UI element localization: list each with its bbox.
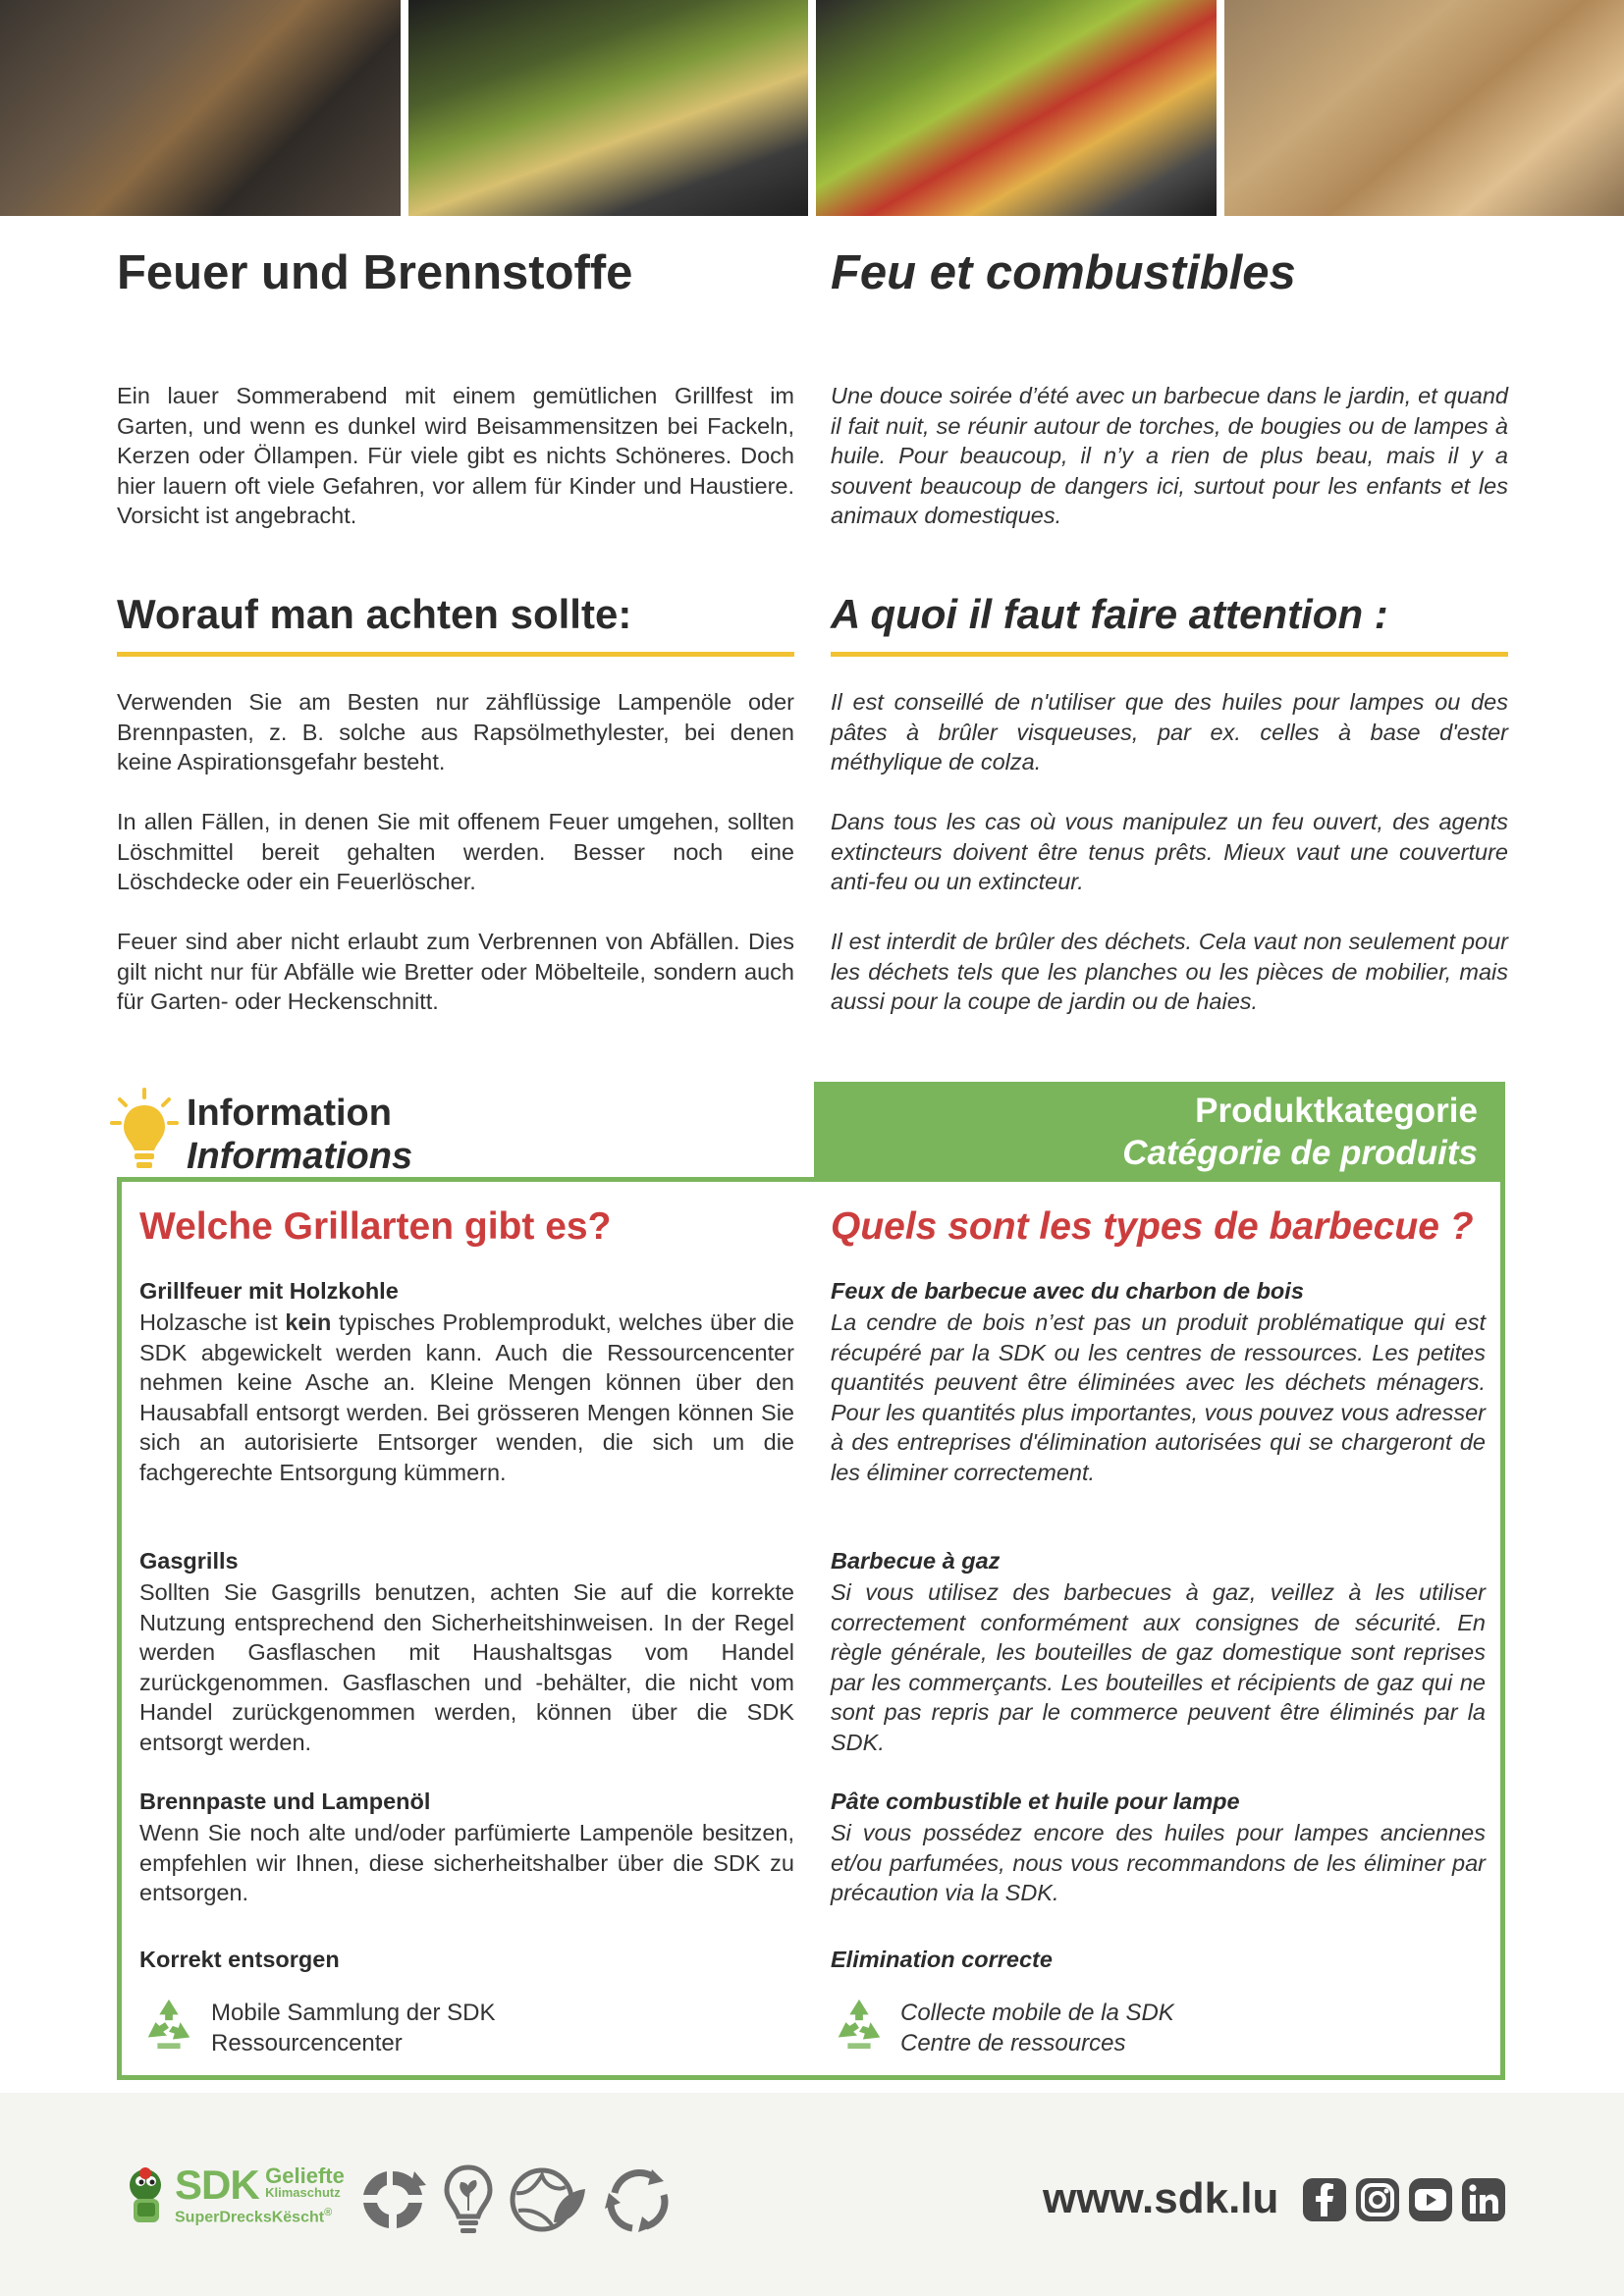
globe-leaf-icon [507,2165,587,2234]
item-text-fr-3: Si vous possédez encore des huiles pour lampes anciennes et/ou parfumées, nous vous recommandons de les éliminer par précaution via la SDK. [831,1820,1486,1905]
header-photo-grill-closeup [1224,0,1624,216]
paragraph-fr-3: Il est interdit de brûler des déchets. Cela vaut non seulement pour les déchets tels que les planches ou les pièces de mobilier, mais aussi pour la coupe de jardin ou de haies. [831,929,1508,1014]
recycle-icon [831,1996,888,2053]
facebook-icon[interactable] [1302,2177,1347,2222]
item-text-de-3: Wenn Sie noch alte und/oder parfümierte Lampenöle besitzen, empfehlen wir Ihnen, diese sicherheitshalber über die SDK zu entsorgen. [139,1820,794,1905]
sdk-logo-main: SDK [175,2162,259,2208]
recycling-arrows-icon [357,2165,430,2234]
disposal-title-fr: Elimination correcte [831,1947,1053,1972]
header-photo-strip [0,0,1624,216]
header-photo-vegetables [408,0,809,216]
disposal-line-de-1: Mobile Sammlung der SDK [211,2000,496,2026]
instagram-icon[interactable] [1355,2177,1400,2222]
disposal-line-fr-2: Centre de ressources [900,2030,1126,2056]
sdk-logo-sub1: Geliefte [265,2163,345,2188]
paragraph-de-1: Verwenden Sie am Besten nur zähflüssige Lampenöle oder Brennpasten, z. B. solche aus Rapsölmethylester, bei denen keine Aspirationsgefahr besteht. [117,689,794,774]
intro-de: Ein lauer Sommerabend mit einem gemütlichen Grillfest im Garten, und wenn es dunkel wird Beisammensitzen bei Fackeln, Kerzen oder Öllampen. Für viele gibt es nichts Schöneres. Doch hier lauern oft viele Gefahren, vor allem für Kinder und Haustiere. Vorsicht ist angebracht. [117,383,794,528]
title-fr: Feu et combustibles [831,246,1296,299]
information-label-de: Information [187,1093,392,1134]
info-box-top-border [117,1177,1505,1182]
section-heading-de: Worauf man achten sollte: [117,591,632,637]
box-heading-de: Welche Grillarten gibt es? [139,1205,612,1248]
eco-bulb-icon [442,2163,495,2236]
item-text-de-1: Holzasche ist kein typisches Problemprodukt, welches über die SDK abgewickelt werden kann. Auch die Ressourcencenter nehmen keine Asche an. Kleine Mengen können über den Hausabfall entsorgt werden. Bei grösseren Mengen können Sie sich an autorisierte Entsorger wenden, die sich um die fachgerechte Entsorgung kümmern. [139,1309,794,1485]
sdk-mascot-icon [116,2163,177,2228]
information-label-fr: Informations [187,1136,413,1177]
product-category-tab [814,1082,1505,1180]
disposal-list-de [211,1998,495,2058]
item-title-fr-3: Pâte combustible et huile pour lampe [831,1789,1240,1814]
product-category-de: Produktkategorie [1195,1092,1478,1130]
disposal-list-fr [900,1998,1174,2058]
sdk-logo-tagline: SuperDrecksKëscht [175,2209,325,2226]
item-title-fr-1: Feux de barbecue avec du charbon de bois [831,1278,1304,1304]
header-photo-grilled-peppers [816,0,1217,216]
item-title-de-2: Gasgrills [139,1548,239,1574]
paragraph-fr-2: Dans tous les cas où vous manipulez un feu ouvert, des agents extincteurs doivent être tenus prêts. Mieux vaut une couverture anti-feu ou un extincteur. [831,809,1508,894]
item-title-fr-2: Barbecue à gaz [831,1548,1001,1574]
item-title-de-1: Grillfeuer mit Holzkohle [139,1278,399,1304]
section-heading-fr: A quoi il faut faire attention : [831,591,1388,637]
disposal-title-de: Korrekt entsorgen [139,1947,340,1972]
title-de: Feuer und Brennstoffe [117,246,633,299]
disposal-line-de-2: Ressourcencenter [211,2030,403,2056]
sdk-logo-registered: ® [324,2207,333,2218]
youtube-icon[interactable] [1408,2177,1453,2222]
paragraph-de-3: Feuer sind aber nicht erlaubt zum Verbrennen von Abfällen. Dies gilt nicht nur für Abfälle wie Bretter oder Möbelteile, sondern auch für Garten- oder Heckenschnitt. [117,929,794,1014]
recycle-icon [140,1996,197,2053]
website-link[interactable]: www.sdk.lu [1043,2174,1279,2222]
product-category-fr: Catégorie de produits [1122,1134,1478,1172]
intro-fr: Une douce soirée d’été avec un barbecue dans le jardin, et quand il fait nuit, se réunir autour de torches, de bougies ou de lampes à huile. Pour beaucoup, il n’y a rien de plus beau, mais il y a souvent beaucoup de dangers ici, surtout pour les enfants et les animaux domestiques. [831,383,1508,528]
information-heading [187,1092,412,1178]
item-text-fr-2: Si vous utilisez des barbecues à gaz, veillez à les utiliser correctement conformément aux consignes de sécurité. En règle générale, les bouteilles de gaz domestique sont reprises par les commerçants. Les bouteilles et récipients de gaz qui ne sont pas repris par le commerce peuvent être éliminés par la SDK. [831,1579,1486,1755]
paragraph-fr-1: Il est conseillé de n'utiliser que des huiles pour lampes ou des pâtes à brûler visqueuses, par ex. celles à base d'ester méthylique de colza. [831,689,1508,774]
item-text-fr-1: La cendre de bois n’est pas un produit problématique qui est récupéré par la SDK ou les centres de ressources. Les petites quantités peuvent être éliminées avec les déchets ménagers. Pour les quantités plus importantes, vous pouvez vous adresser à des entreprises d'élimination autorisées qui se chargeront de les éliminer correctement. [831,1309,1486,1485]
linkedin-icon[interactable] [1461,2177,1506,2222]
yellow-rule-fr [831,652,1508,657]
box-heading-fr: Quels sont les types de barbecue ? [831,1205,1474,1248]
circular-economy-icon [603,2165,674,2234]
paragraph-de-2: In allen Fällen, in denen Sie mit offenem Feuer umgehen, sollten Löschmittel bereit gehalten werden. Besser noch eine Löschdecke oder ein Feuerlöscher. [117,809,794,894]
sdk-logo-sub2: Klimaschutz [265,2185,341,2200]
sdk-logo[interactable] [175,2162,345,2226]
item-text-de-2: Sollten Sie Gasgrills benutzen, achten Sie auf die korrekte Nutzung entsprechend den Sicherheitshinweisen. In der Regel werden Gasflaschen mit Haushaltsgas vom Handel zurückgenommen. Gasflaschen und -behälter, die nicht vom Handel zurückgenommen werden, können über die SDK entsorgt werden. [139,1579,794,1755]
disposal-line-fr-1: Collecte mobile de la SDK [900,2000,1174,2026]
header-photo-grill-tool [0,0,401,216]
yellow-rule-de [117,652,794,657]
item-title-de-3: Brennpaste und Lampenöl [139,1789,431,1814]
lightbulb-icon [110,1088,179,1176]
